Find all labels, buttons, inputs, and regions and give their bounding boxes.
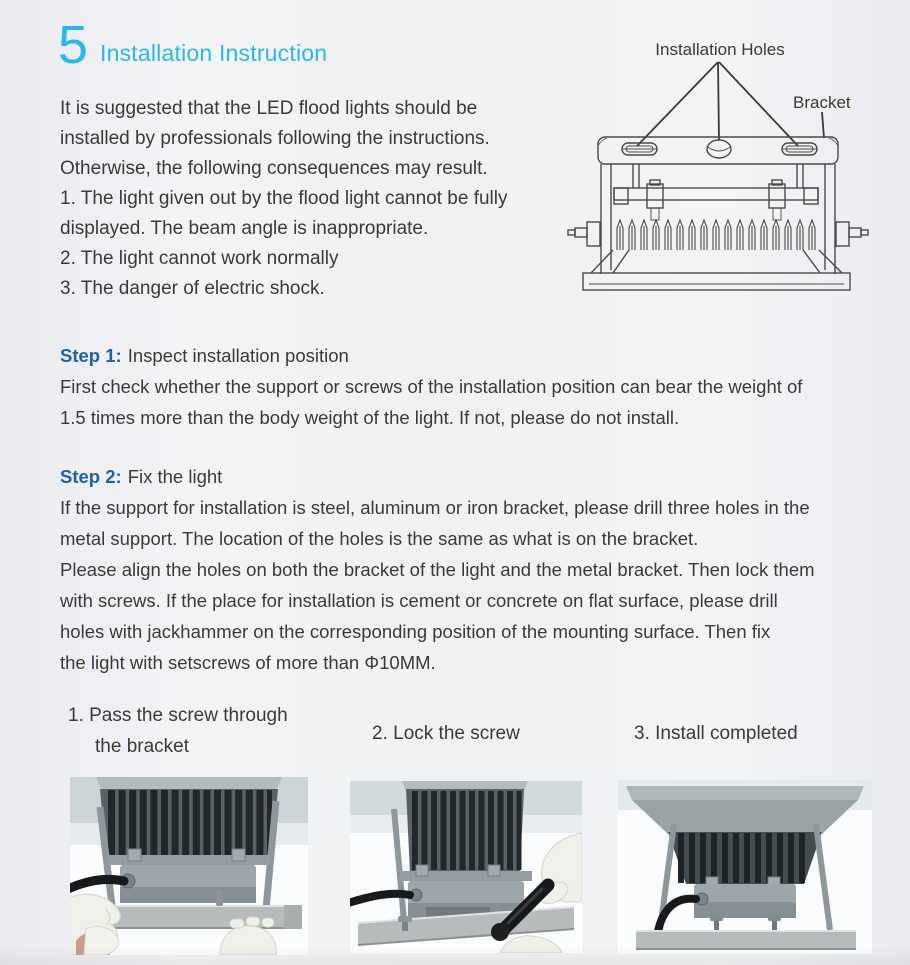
step-1-text: First check whether the support or screws of the installation position can bear the weight of	[60, 376, 803, 397]
step-2-label: Step 2:	[60, 466, 122, 487]
clamp-tab	[232, 849, 245, 861]
step-2-section	[60, 461, 815, 678]
lamp-top-lip	[626, 786, 864, 800]
step-2-text: with screws. If the place for installation is cement or concrete on flat surface, please drill	[60, 590, 778, 611]
lamp-base	[583, 250, 850, 290]
intro-line: It is suggested that the LED flood lights should be	[60, 98, 478, 119]
intro-paragraph	[60, 94, 508, 304]
installation-holes	[622, 140, 817, 158]
photo-3-caption-line: 3. Install completed	[634, 723, 798, 744]
photo-3-caption	[634, 718, 798, 749]
lamp-top-face	[96, 777, 282, 791]
bracket-label: Bracket	[793, 93, 851, 112]
clamp-tab	[416, 865, 428, 876]
lamp-top-face	[632, 800, 858, 834]
photo-2-caption	[372, 718, 520, 749]
step-2-text: If the support for installation is steel, aluminum or iron bracket, please drill three holes in the	[60, 497, 810, 518]
clamp-tab	[128, 849, 141, 861]
heatsink-fins	[617, 220, 815, 250]
photo-1-caption-line: 1. Pass the screw through	[68, 705, 288, 726]
step-2-title: Fix the light	[127, 466, 223, 487]
photo-lock-screw	[350, 781, 582, 953]
step-1-text: 1.5 times more than the body weight of the light. If not, please do not install.	[60, 407, 680, 428]
mounting-bar	[614, 164, 818, 220]
clamp-tab	[706, 877, 718, 885]
step-1-label: Step 1:	[60, 345, 122, 366]
screw-pin	[216, 890, 223, 906]
installation-holes-label: Installation Holes	[655, 40, 785, 59]
intro-line: 1. The light given out by the flood light cannot be fully	[60, 188, 508, 209]
photo-1-caption	[68, 700, 288, 762]
intro-line: displayed. The beam angle is inappropriate.	[60, 218, 429, 239]
step-2-text: Please align the holes on both the bracket of the light and the metal bracket. Then lock them	[60, 559, 815, 580]
intro-line: 2. The light cannot work normally	[60, 248, 339, 269]
section-number: 5	[58, 15, 89, 75]
clamp-tab	[768, 877, 780, 885]
bracket-plate	[598, 137, 838, 164]
step-2-text: holes with jackhammer on the corresponding position of the mounting surface. Then fix	[60, 621, 771, 642]
clamp-tab	[488, 865, 500, 876]
page-title: Installation Instruction	[100, 40, 328, 66]
photo-1-caption-line: the bracket	[95, 736, 189, 757]
intro-line: 3. The danger of electric shock.	[60, 278, 325, 299]
step-1-section	[60, 340, 802, 433]
metal-bracket-bar	[636, 930, 856, 950]
step-2-text: metal support. The location of the holes is the same as what is on the bracket.	[60, 528, 699, 549]
photo-install-completed	[618, 780, 872, 954]
step-2-text: the light with setscrews of more than Φ10MM.	[60, 652, 436, 673]
photo-2-caption-line: 2. Lock the screw	[372, 723, 520, 744]
intro-line: installed by professionals following the instructions.	[60, 128, 490, 149]
photo-pass-screw-through-bracket	[70, 777, 308, 955]
intro-line: Otherwise, the following consequences may result.	[60, 158, 488, 179]
step-1-title: Inspect installation position	[127, 345, 349, 366]
flood-light-diagram	[565, 22, 885, 314]
